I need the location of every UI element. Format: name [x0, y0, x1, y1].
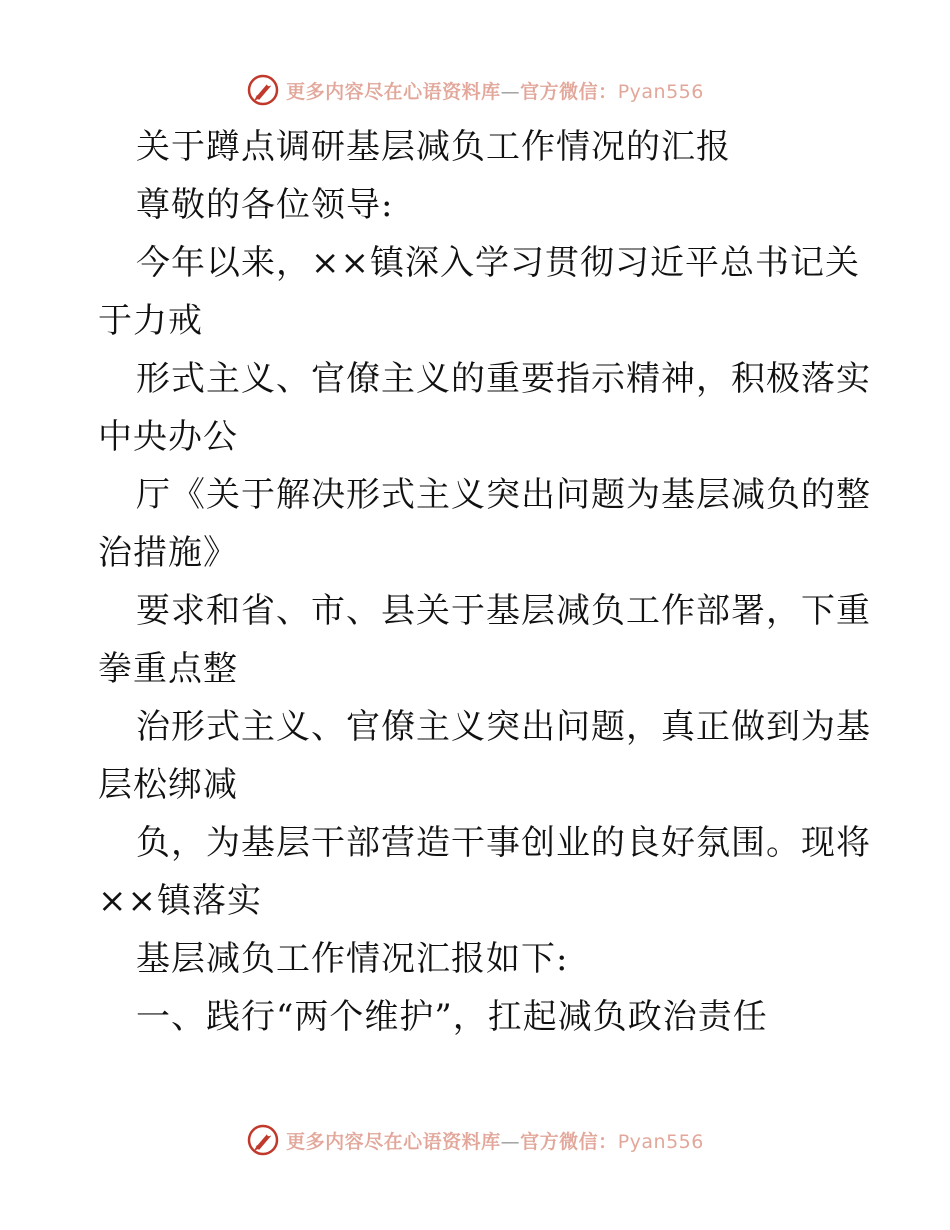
paragraph-line: 厅《关于解决形式主义突出问题为基层减负的整	[136, 475, 871, 515]
watermark-separator: —	[500, 80, 521, 103]
pen-logo-icon	[246, 73, 280, 107]
document-title: 关于蹲点调研基层减负工作情况的汇报	[136, 127, 731, 167]
pen-logo-icon	[246, 1123, 280, 1157]
paragraph-line: 形式主义、官僚主义的重要指示精神，积极落实	[136, 359, 871, 399]
paragraph-line: 要求和省、市、县关于基层减负工作部署，下重	[136, 591, 871, 631]
watermark-separator: —	[500, 1130, 521, 1153]
watermark-text	[286, 1127, 704, 1154]
salutation: 尊敬的各位领导:	[136, 185, 394, 225]
watermark-suffix: 官方微信：	[520, 80, 618, 103]
paragraph-line: 治措施》	[98, 533, 238, 573]
watermark-brand: 更多内容尽在心语资料库	[286, 1130, 501, 1153]
watermark-brand: 更多内容尽在心语资料库	[286, 80, 501, 103]
section-heading: 一、践行“两个维护”，扛起减负政治责任	[136, 997, 768, 1037]
paragraph-line: 基层减负工作情况汇报如下:	[136, 939, 569, 979]
paragraph-line: ××镇落实	[98, 881, 262, 921]
watermark-header	[0, 68, 950, 112]
paragraph-line: 治形式主义、官僚主义突出问题，真正做到为基	[136, 707, 871, 747]
watermark-wechat-id: Pyan556	[617, 1130, 704, 1153]
paragraph-line: 负，为基层干部营造干事创业的良好氛围。现将	[136, 823, 871, 863]
document-body	[98, 118, 871, 1046]
paragraph-line: 层松绑减	[98, 765, 238, 805]
watermark-suffix: 官方微信：	[520, 1130, 618, 1153]
paragraph-line: 中央办公	[98, 417, 238, 457]
paragraph-line: 于力戒	[98, 301, 203, 341]
watermark-text	[286, 77, 704, 104]
paragraph-line: 拳重点整	[98, 649, 238, 689]
watermark-footer	[0, 1118, 950, 1162]
watermark-wechat-id: Pyan556	[617, 80, 704, 103]
paragraph-line: 今年以来，××镇深入学习贯彻习近平总书记关	[136, 243, 860, 283]
